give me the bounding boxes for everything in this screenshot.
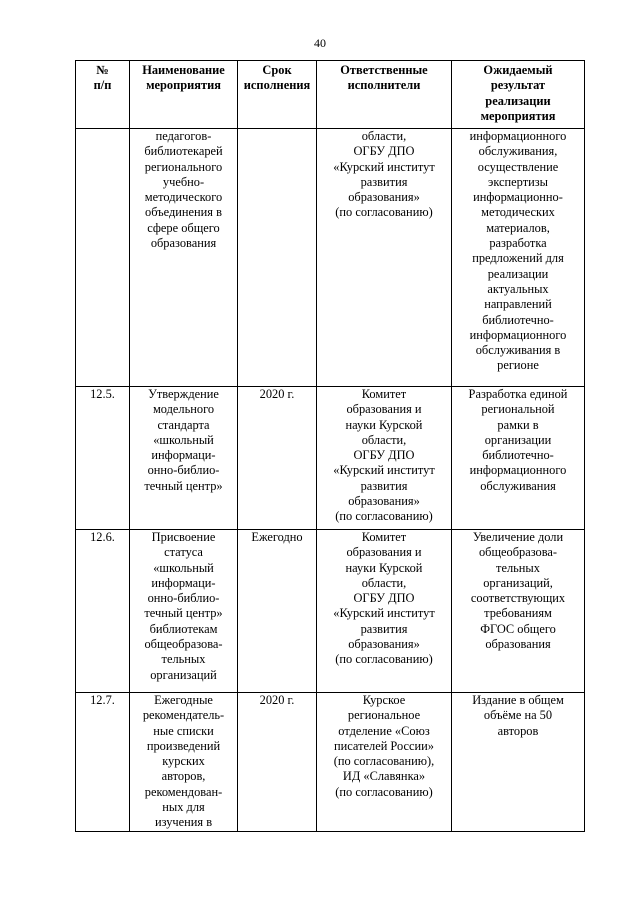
table-row <box>76 530 585 693</box>
header-responsible: Ответственные исполнители <box>317 61 452 129</box>
row-term: Ежегодно <box>238 530 317 693</box>
header-name: Наименование мероприятия <box>130 61 238 129</box>
row-name: Ежегодные рекомендатель- ные списки произведений курских авторов, рекомендован- ных для изучения в <box>130 693 238 832</box>
row-number <box>76 129 130 387</box>
row-result: информационного обслуживания, осуществление экспертизы информационно- методических материалов, разработка предложений для реализации актуальных направлений библиотечно- информационного обслуживания в регионе <box>452 129 585 387</box>
row-term <box>238 129 317 387</box>
row-result: Издание в общем объёме на 50 авторов <box>452 693 585 832</box>
table-row <box>76 129 585 387</box>
row-responsible: Комитет образования и науки Курской области, ОГБУ ДПО «Курский институт развития образования» (по согласованию) <box>317 530 452 693</box>
row-number: 12.5. <box>76 387 130 530</box>
table-header-row <box>76 61 585 129</box>
row-responsible: Курское региональное отделение «Союз писателей России» (по согласованию), ИД «Славянка» (по согласованию) <box>317 693 452 832</box>
row-name: педагогов- библиотекарей регионального учебно- методического объединения в сфере общего образования <box>130 129 238 387</box>
activities-table <box>75 60 585 832</box>
header-result: Ожидаемый результат реализации мероприятия <box>452 61 585 129</box>
row-term: 2020 г. <box>238 693 317 832</box>
row-name: Утверждение модельного стандарта «школьный информаци- онно-библио- течный центр» <box>130 387 238 530</box>
row-name: Присвоение статуса «школьный информаци- онно-библио- течный центр» библиотекам общеобразова- тельных организаций <box>130 530 238 693</box>
row-result: Увеличение доли общеобразова- тельных организаций, соответствующих требованиям ФГОС общего образования <box>452 530 585 693</box>
row-term: 2020 г. <box>238 387 317 530</box>
row-responsible: области, ОГБУ ДПО «Курский институт развития образования» (по согласованию) <box>317 129 452 387</box>
table-row <box>76 693 585 832</box>
row-number: 12.6. <box>76 530 130 693</box>
page-number: 40 <box>314 36 326 50</box>
row-responsible: Комитет образования и науки Курской области, ОГБУ ДПО «Курский институт развития образования» (по согласованию) <box>317 387 452 530</box>
header-term: Срок исполнения <box>238 61 317 129</box>
row-number: 12.7. <box>76 693 130 832</box>
row-result: Разработка единой региональной рамки в организации библиотечно- информационного обслуживания <box>452 387 585 530</box>
table-row <box>76 387 585 530</box>
header-number: № п/п <box>76 61 130 129</box>
